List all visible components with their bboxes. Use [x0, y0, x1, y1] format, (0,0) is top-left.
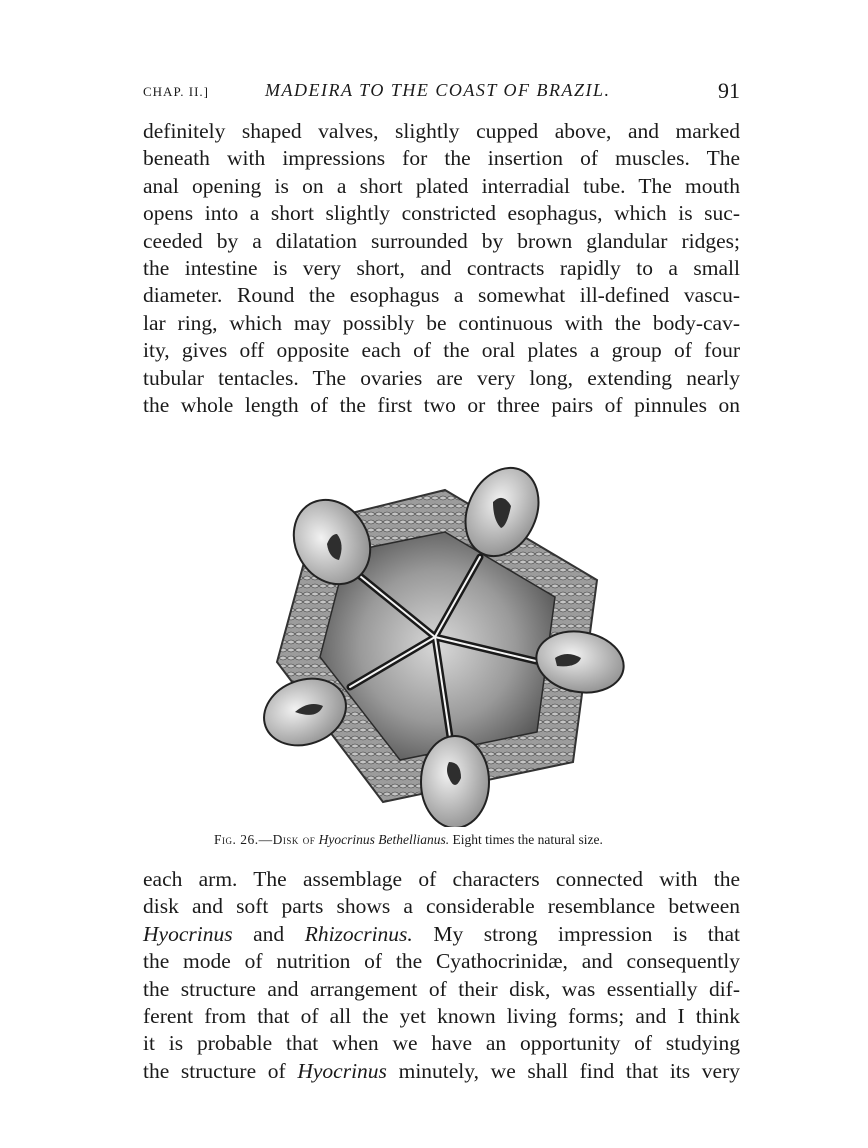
paragraph-bottom [143, 866, 740, 1085]
text-line: the structure and arrangement of their disk, was essentially dif- [143, 976, 740, 1001]
text-line: Hyocrinus and Rhizocrinus. My strong impression is that [143, 921, 740, 946]
oral-plate [421, 736, 489, 827]
running-title: MADEIRA TO THE COAST OF BRAZIL. [265, 80, 611, 100]
text-line: each arm. The assemblage of characters connected with the [143, 867, 740, 891]
figure-label: Fig. 26.—Disk of [214, 832, 316, 847]
paragraph-top [143, 118, 740, 419]
text-line: tubular tentacles. The ovaries are very long, extending nearly [143, 365, 740, 390]
italic-genus: Hyocrinus [143, 921, 233, 946]
text-line: diameter. Round the esophagus a somewhat ill-defined vascu- [143, 283, 740, 308]
figure-note: Eight times the natural size. [452, 832, 603, 847]
text-line: lar ring, which may possibly be continuous with the body-cav- [143, 310, 740, 335]
text-line: beneath with impressions for the insertion of muscles. The [143, 146, 740, 171]
text-line: ity, gives off opposite each of the oral plates a group of four [143, 338, 740, 363]
figure-caption [214, 832, 674, 848]
running-header [143, 78, 740, 108]
text-line: the whole length of the first two or three pairs of pinnules on [143, 392, 740, 417]
text-line: ceeded by a dilatation surrounded by brown glandular ridges; [143, 228, 740, 253]
text-line: it is probable that when we have an opportunity of studying [143, 1031, 740, 1056]
text-line: definitely shaped valves, slightly cupped above, and marked [143, 119, 740, 143]
text-line: the mode of nutrition of the Cyathocrinidæ, and consequently [143, 949, 740, 974]
text-line: ferent from that of all the yet known living forms; and I think [143, 1003, 740, 1028]
text-line: opens into a short slightly constricted esophagus, which is suc- [143, 201, 740, 226]
chapter-label: CHAP. II.] [143, 84, 209, 99]
italic-genus: Hyocrinus [297, 1058, 387, 1083]
italic-genus: Rhizocrinus. [304, 921, 413, 946]
figure-taxon: Hyocrinus Bethellianus. [318, 832, 450, 847]
page-number: 91 [718, 78, 740, 103]
text-line: the intestine is very short, and contracts rapidly to a small [143, 255, 740, 280]
text-line: anal opening is on a short plated interradial tube. The mouth [143, 173, 740, 198]
crinoid-disk-illustration [255, 462, 630, 827]
text-line: disk and soft parts shows a considerable resemblance between [143, 894, 740, 919]
text-line: the structure of Hyocrinus minutely, we shall find that its very [143, 1058, 740, 1083]
